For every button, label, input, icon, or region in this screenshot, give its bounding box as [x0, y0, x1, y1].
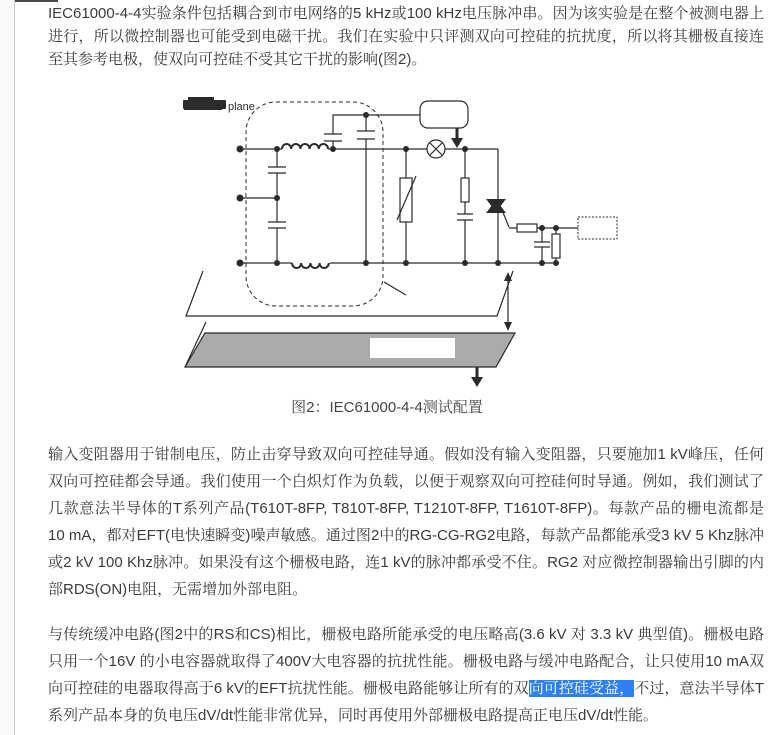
- earth-arrow-icon: [471, 367, 483, 387]
- filter-enclosure-outline: [246, 102, 383, 306]
- inductor-top: [282, 144, 328, 149]
- inductor-bottom: [292, 263, 329, 268]
- paragraph-comparison: [48, 621, 764, 729]
- distance-arrow-icon: [504, 272, 512, 331]
- line-wire: [240, 144, 498, 199]
- eft-generator-box: [420, 101, 468, 128]
- plane-cutout: [370, 338, 455, 358]
- burst-injection-arrow-icon: [451, 128, 463, 148]
- paragraph-varistor: 输入变阻器用于钳制电压，防止击穿导致双向可控硅导通。假如没有输入变阻器，只要施加1 kV峰压，任何双向可控硅都会导通。我们使用一个白炽灯作为负载，以便于观察双向可控硅何时导通。例如，我们测试了几款意法半导体的T系列产品(T610T-8FP, T810T-8FP, T1210T-8FP, T1610T-8FP)。每款产品的栅电流都是10 mA，都对EFT(电快速瞬变)噪声敏感。通过图2中的RG-CG-RG2电路，每款产品都能承受3 kV 5 Khz脉冲或2 kV 100 Khz脉冲。如果没有这个栅极电路，连1 kV的脉冲都承受不住。RG2 对应微控制器输出引脚的内部RDS(ON)电阻，无需增加外部电阻。: [48, 446, 764, 598]
- triac: [486, 199, 506, 263]
- x-capacitor-branch: [240, 149, 286, 263]
- varistor: [397, 149, 416, 263]
- coupling-plane: [186, 271, 513, 316]
- figure-2-diagram: [144, 92, 640, 392]
- figure-caption: 图2：IEC61000-4-4测试配置: [291, 399, 483, 416]
- mcu-box: [578, 217, 617, 239]
- neutral-wire: [240, 260, 559, 268]
- lamp-icon: [427, 140, 445, 158]
- gate-drive-network: [502, 210, 578, 263]
- text-after-selection: 不过，意法半导体T系列产品本身的负电压dV/dt性能非常优异，同时再使用外部栅极电路提高正电压dV/dt性能。: [48, 680, 764, 724]
- smudged-label: [183, 97, 226, 110]
- gate-resistor-capacitor-branch: [457, 149, 473, 263]
- left-gutter: [0, 0, 15, 735]
- mains-input-terminals: [237, 146, 244, 267]
- reference-ground-plane: [185, 322, 515, 367]
- leader-line: [384, 282, 406, 295]
- selected-text[interactable]: 向可控硅受益，: [528, 680, 635, 697]
- test-setup-schematic: [144, 92, 640, 392]
- paragraph-intro: IEC61000-4-4实验条件包括耦合到市电网络的5 kHz或100 kHz电压脉冲串。因为该实验是在整个被测电器上进行，所以微控制器也可能受到电磁干扰。我们在实验中只评测双向可控硅的抗扰度，所以将其栅极直接连至其参考电极，使双向可控硅不受其它干扰的影响(图2)。: [48, 5, 764, 68]
- text-before-selection: 与传统缓冲电路(图2中的RS和CS)相比，栅极电路所能承受的电压略高(3.6 kV 对 3.3 kV 典型值)。栅极电路只用一个16V 的小电容器就取得了400V大电容器的抗扰性能。栅极电路与缓冲电路配合，让只使用10 mA双向可控硅的电器取得高于6 kV的EFT抗扰性能。栅极电路能够让所有的双: [48, 626, 764, 697]
- rg2-resistor: [517, 224, 537, 232]
- plane-label: plane: [228, 101, 255, 113]
